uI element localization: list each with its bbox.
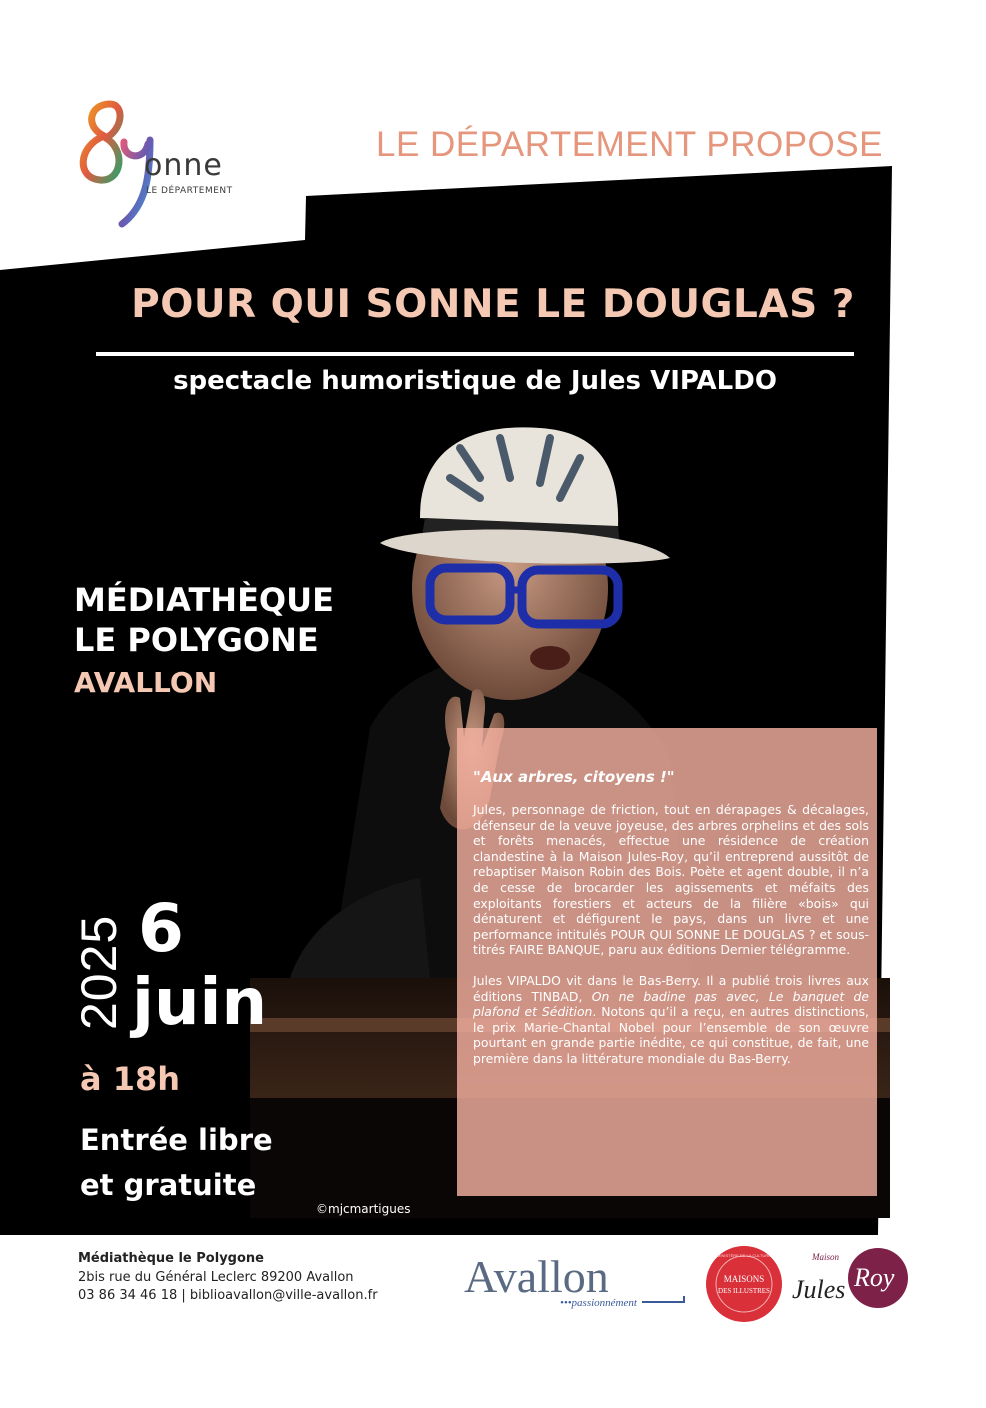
avallon-tagline: •••passionnément: [560, 1297, 637, 1309]
julesroy-name-1: Jules: [792, 1275, 846, 1304]
paragraph-2-intro: Jules VIPALDO vit dans le Bas-Berry. Il a publié trois livres aux éditions TINBAD,: [473, 972, 869, 1004]
event-day: 6: [138, 890, 184, 967]
event-year: 2025: [71, 914, 127, 1030]
maisons-des-illustres-logo: [704, 1244, 784, 1324]
yonne-department-logo: [70, 96, 260, 236]
footer-address: 2bis rue du Général Leclerc 89200 Avallon: [78, 1270, 354, 1285]
event-subtitle: spectacle humoristique de Jules VIPALDO: [173, 366, 777, 396]
description-box: [457, 728, 877, 1196]
kicker-heading: LE DÉPARTEMENT PROPOSE: [376, 125, 883, 164]
venue-name: [74, 580, 334, 660]
photo-credit: ©mjcmartigues: [316, 1202, 411, 1216]
description-paragraph-1: Jules, personnage de friction, tout en dérapages & décalages, défenseur de la veuve joyeuse, des arbres orphelins et des sols et forêts menacés, effectue une résidence de création clandestine à la Maison Jules-Roy, qu’il entreprend aussitôt de rebaptiser Maison Robin des Bois. Poète et agent double, il n’a de cesse de brocarder les agissements et méfaits des exploitants forestiers et acteurs de la filière «bois» qui dénaturent et défigurent le pays, dans un livre et une performance intitulés POUR QUI SONNE LE DOUGLAS ? et sous-titrés FAIRE BANQUE, paru aux éditions Dernier télégramme.: [473, 802, 869, 958]
entry-line-2: et gratuite: [80, 1168, 257, 1202]
venue-line-2: LE POLYGONE: [74, 621, 319, 659]
maisons-ring-text: MINISTÈRE DE LA CULTURE: [717, 1253, 771, 1258]
entry-line-1: Entrée libre: [80, 1123, 273, 1157]
description-paragraph-2: [473, 973, 869, 1067]
maisons-line-2: DES ILLUSTRES: [718, 1287, 770, 1295]
avallon-wordmark: Avallon: [464, 1251, 609, 1302]
venue-city: AVALLON: [74, 666, 218, 699]
venue-line-1: MÉDIATHÈQUE: [74, 581, 334, 619]
description-quote: "Aux arbres, citoyens !": [473, 768, 675, 786]
maison-jules-roy-logo: [790, 1248, 910, 1310]
paragraph-2-book-titles: On ne badine pas avec, Le banquet de plafond et Sédition: [473, 988, 869, 1020]
title-divider: [96, 352, 854, 356]
footer-venue-name: Médiathèque le Polygone: [78, 1251, 264, 1266]
maisons-line-1: MAISONS: [723, 1274, 765, 1284]
julesroy-name-2: Roy: [854, 1263, 895, 1292]
julesroy-small: Maison: [812, 1252, 839, 1262]
logo-subtext: LE DÉPARTEMENT: [146, 186, 233, 196]
event-time: à 18h: [80, 1060, 181, 1098]
avallon-logo: [462, 1250, 690, 1316]
entry-info: [80, 1118, 273, 1208]
logo-wordmark: onne: [144, 148, 223, 183]
paragraph-2-outro: . Notons qu’il a reçu, en autres distinctions, le prix Marie-Chantal Nobel pour l’ensemble de son œuvre pourtant en grande partie inédite, ce qui constitue, de fait, une première dans la littérature mondiale du Bas-Berry.: [473, 1004, 869, 1066]
event-title: POUR QUI SONNE LE DOUGLAS ?: [131, 282, 855, 327]
footer-contact: 03 86 34 46 18 | biblioavallon@ville-avallon.fr: [78, 1288, 378, 1303]
event-month: juin: [132, 966, 267, 1040]
